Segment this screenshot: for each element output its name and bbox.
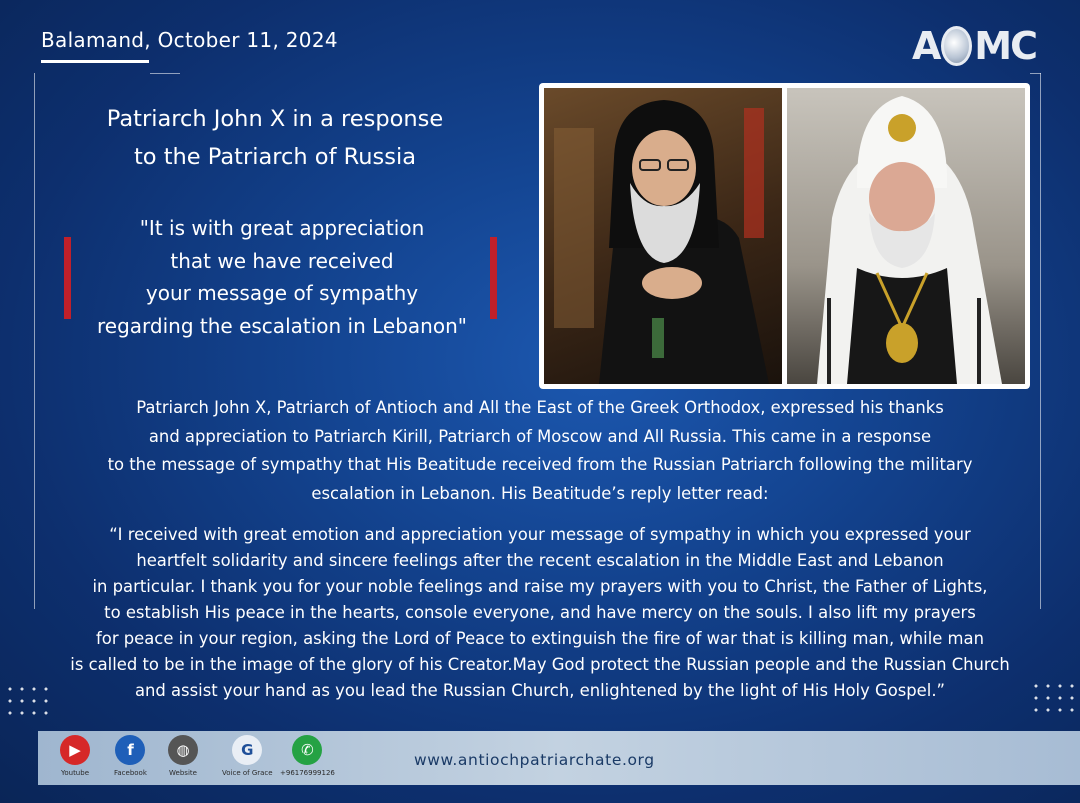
photo-frame	[539, 83, 1030, 389]
logo-letter-a: A	[912, 24, 940, 68]
social-label: Voice of Grace	[222, 769, 273, 777]
pull-quote-line: regarding the escalation in Lebanon"	[97, 313, 467, 338]
pull-quote-line: "It is with great appreciation	[139, 216, 425, 240]
social-label: Facebook	[114, 769, 147, 777]
letter-line: to establish His peace in the hearts, console everyone, and have mercy on the souls. I also lift my prayers	[104, 603, 976, 622]
social-link-0[interactable]	[60, 735, 90, 777]
letter-line: for peace in your region, asking the Lord of Peace to extinguish the fire of war that is killing man, while man	[96, 629, 984, 648]
social-link-2[interactable]	[168, 735, 198, 777]
figure-patriarch-kirill	[787, 88, 1017, 384]
article-line: escalation in Lebanon. His Beatitude’s reply letter read:	[311, 483, 769, 503]
pull-quote-line: your message of sympathy	[145, 281, 419, 305]
article-line: to the message of sympathy that His Beatitude received from the Russian Patriarch following the military	[107, 455, 973, 475]
dot-pattern-left	[4, 683, 50, 723]
social-label: Website	[169, 769, 197, 777]
letter-line: “I received with great emotion and appreciation your message of sympathy in which you expressed your	[109, 525, 971, 544]
frame-line-top	[150, 73, 180, 74]
dateline: Balamand, October 11, 2024	[41, 28, 338, 52]
social-label: +96176999126	[280, 769, 335, 777]
photo-patriarch-kirill	[787, 88, 1025, 384]
social-link-4[interactable]	[280, 735, 335, 777]
letter-line: and assist your hand as you lead the Russian Church, enlightened by the light of His Holy Gospel.”	[134, 681, 946, 700]
pull-quote-line: that we have received	[170, 248, 394, 273]
letter-line: heartfelt solidarity and sincere feelings after the recent escalation in the Middle East and Lebanon	[136, 551, 944, 570]
dateline-underline	[41, 60, 149, 63]
photo-patriarch-john	[544, 88, 782, 384]
pull-quote	[64, 212, 500, 342]
facebook-icon: f	[115, 735, 145, 765]
social-link-1[interactable]	[114, 735, 147, 777]
reply-letter	[25, 522, 1055, 704]
footer-bar	[38, 731, 1080, 785]
letter-line: in particular. I thank you for your noble feelings and raise my prayers with you to Christ, the Father of Lights,	[92, 577, 988, 596]
letter-line: is called to be in the image of the glory of his Creator.May God protect the Russian people and the Russian Church	[70, 655, 1010, 674]
social-label: Youtube	[61, 769, 89, 777]
social-link-3[interactable]	[222, 735, 273, 777]
website-url[interactable]: www.antiochpatriarchate.org	[414, 751, 655, 769]
logo-letters-mc: MC	[974, 24, 1036, 68]
voice-of-grace-icon: G	[232, 735, 262, 765]
dot-pattern-right	[1030, 680, 1076, 720]
headline	[60, 100, 490, 176]
youtube-icon: ▶	[60, 735, 90, 765]
aomc-logo[interactable]	[912, 24, 1036, 68]
globe-icon: ◍	[168, 735, 198, 765]
whatsapp-icon: ✆	[292, 735, 322, 765]
headline-line: Patriarch John X in a response	[106, 106, 444, 132]
headline-line: to the Patriarch of Russia	[133, 144, 417, 170]
figure-patriarch-john	[544, 88, 782, 384]
article-intro	[40, 394, 1040, 508]
globe-icon	[941, 26, 972, 66]
article-line: Patriarch John X, Patriarch of Antioch and All the East of the Greek Orthodox, expressed his thanks	[136, 398, 944, 417]
article-line: and appreciation to Patriarch Kirill, Patriarch of Moscow and All Russia. This came in a response	[148, 426, 932, 446]
